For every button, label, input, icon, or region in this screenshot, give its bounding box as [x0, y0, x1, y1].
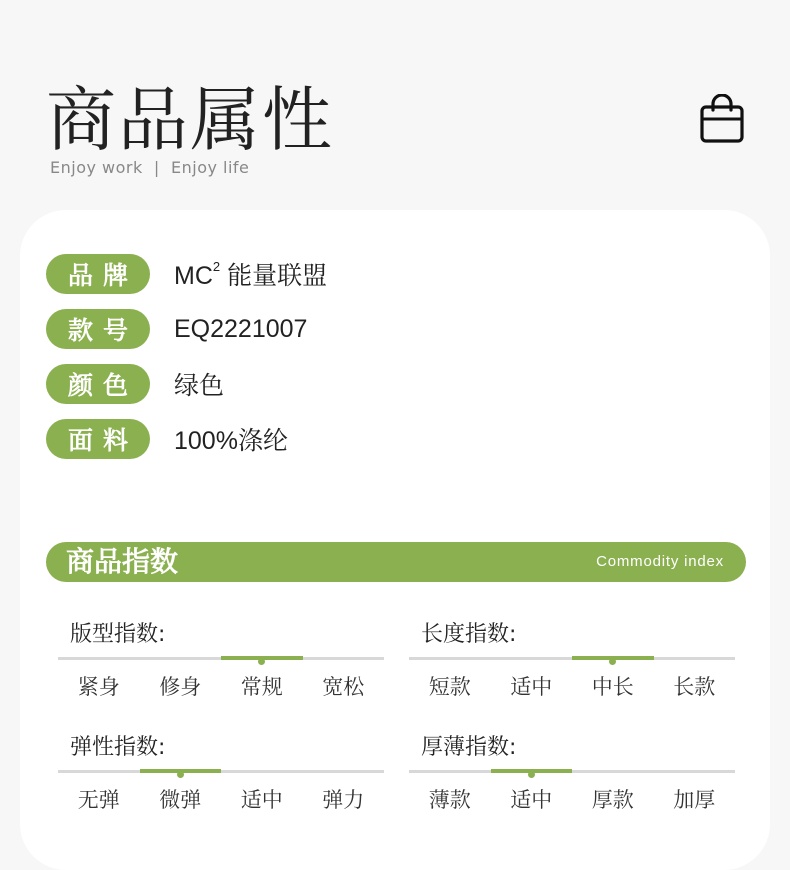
index-label: 弹性指数:	[70, 735, 166, 760]
index-option: 宽松	[322, 675, 365, 699]
index-option: 修身	[159, 675, 202, 699]
index-label: 长度指数:	[421, 622, 517, 647]
attribute-value: 绿色	[174, 372, 225, 400]
index-track	[58, 770, 384, 773]
section-title: 商品指数	[66, 545, 179, 578]
page-subtitle: Enjoy work | Enjoy life	[50, 158, 250, 177]
index-option: 紧身	[77, 675, 120, 699]
shopping-bag-icon[interactable]	[700, 94, 744, 144]
index-option: 常规	[240, 675, 283, 699]
index-label: 厚薄指数:	[421, 735, 517, 760]
index-indicator	[491, 769, 573, 773]
index-option: 中长	[591, 675, 634, 699]
attribute-label: 品牌	[46, 254, 150, 294]
attribute-row-color	[46, 364, 224, 404]
index-option: 无弹	[77, 788, 120, 812]
attribute-row-brand	[46, 254, 327, 294]
attribute-row-style-number	[46, 309, 307, 349]
index-label: 版型指数:	[70, 622, 166, 647]
product-attributes-card	[20, 210, 770, 870]
page-title: 商品属性	[46, 79, 334, 161]
attribute-row-fabric	[46, 419, 288, 459]
index-option: 适中	[240, 788, 283, 812]
section-subtitle: Commodity index	[596, 553, 724, 570]
attribute-label: 款号	[46, 309, 150, 349]
index-option: 加厚	[673, 788, 716, 812]
attribute-label: 颜色	[46, 364, 150, 404]
index-option: 短款	[428, 675, 471, 699]
index-track	[58, 657, 384, 660]
index-track	[409, 657, 735, 660]
attribute-value: 100%涤纶	[174, 427, 288, 455]
index-option: 微弹	[159, 788, 202, 812]
commodity-index-banner	[46, 542, 746, 582]
attribute-value: $MC^2$ 能量联盟	[174, 258, 328, 290]
index-option: 适中	[510, 675, 553, 699]
index-option: 弹力	[322, 788, 365, 812]
index-track	[409, 770, 735, 773]
index-option: 厚款	[591, 788, 634, 812]
index-indicator	[221, 656, 303, 660]
index-option: 适中	[510, 788, 553, 812]
index-option: 长款	[673, 675, 716, 699]
index-indicator	[572, 656, 654, 660]
attribute-label: 面料	[46, 419, 150, 459]
attribute-value: EQ2221007	[174, 314, 308, 343]
index-indicator	[140, 769, 222, 773]
index-option: 薄款	[428, 788, 471, 812]
